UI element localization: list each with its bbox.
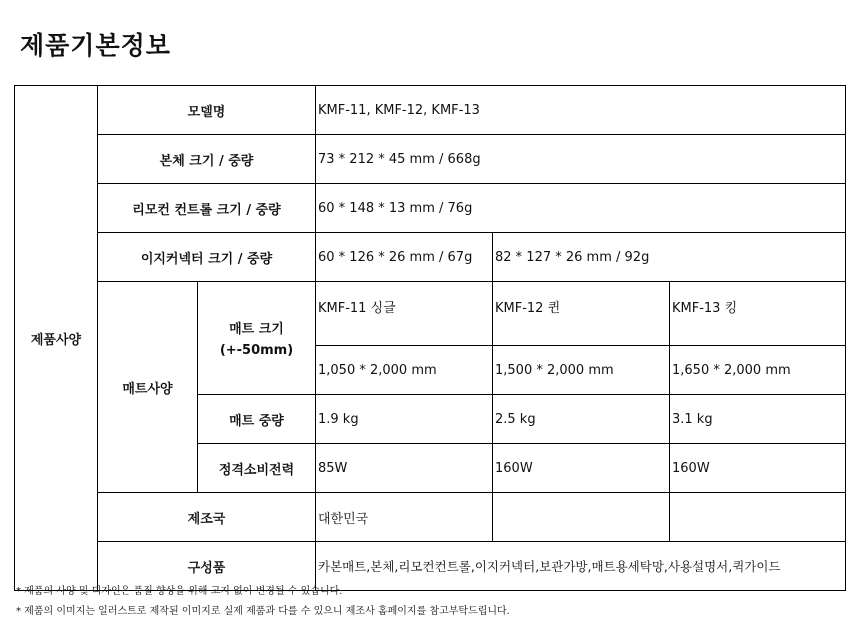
components-value: 카본매트,본체,리모컨컨트롤,이지커넥터,보관가방,매트용세탁망,사용설명서,퀵가이드 [316,542,846,591]
model-label: 모델명 [98,86,316,135]
components-label: 구성품 [98,542,316,591]
body-size-label: 본체 크기 / 중량 [98,135,316,184]
remote-size-label: 리모컨 컨트롤 크기 / 중량 [98,184,316,233]
country-label: 제조국 [98,493,316,542]
connector-size-value: 60 * 126 * 26 mm / 67g [316,233,493,282]
power-cell: 160W [670,444,846,493]
mat-model-cell: KMF-13 킹 [670,282,846,346]
mat-size-label [198,282,316,395]
page-title: 제품기본정보 [20,31,171,60]
body-size-value: 73 * 212 * 45 mm / 668g [316,135,846,184]
mat-size-cell: 1,050 * 2,000 mm [316,346,493,395]
remote-size-value: 60 * 148 * 13 mm / 76g [316,184,846,233]
empty-cell [493,493,670,542]
power-cell: 160W [493,444,670,493]
spec-group-label: 제품사양 [15,86,98,591]
power-label: 정격소비전력 [198,444,316,493]
mat-weight-cell: 2.5 kg [493,395,670,444]
empty-cell [670,493,846,542]
table-row [15,493,846,542]
table-row [15,233,846,282]
connector-size-value: 82 * 127 * 26 mm / 92g [493,233,846,282]
mat-model-cell: KMF-11 싱글 [316,282,493,346]
country-value: 대한민국 [316,493,493,542]
mat-spec-label: 매트사양 [98,282,198,493]
power-cell: 85W [316,444,493,493]
footnote: * 제품의 사양 및 디자인은 품질 향상을 위해 고지 없이 변경될 수 있습니다. [16,586,343,597]
connector-size-label: 이지커넥터 크기 / 중량 [98,233,316,282]
mat-weight-cell: 3.1 kg [670,395,846,444]
mat-size-cell: 1,500 * 2,000 mm [493,346,670,395]
table-row [15,282,846,346]
mat-size-tolerance: (+-50mm) [219,343,294,358]
model-value: KMF-11, KMF-12, KMF-13 [316,86,846,135]
table-row [15,135,846,184]
mat-weight-label: 매트 중량 [198,395,316,444]
table-row [15,184,846,233]
mat-size-label-line: 매트 크기 [229,322,284,337]
product-spec-table [14,85,846,591]
table-row [15,86,846,135]
footnote: * 제품의 이미지는 일러스트로 제작된 이미지로 실제 제품과 다를 수 있으니 제조사 홈페이지를 참고부탁드립니다. [16,606,510,617]
footnotes [16,582,510,622]
mat-model-cell: KMF-12 퀸 [493,282,670,346]
mat-weight-cell: 1.9 kg [316,395,493,444]
mat-size-cell: 1,650 * 2,000 mm [670,346,846,395]
